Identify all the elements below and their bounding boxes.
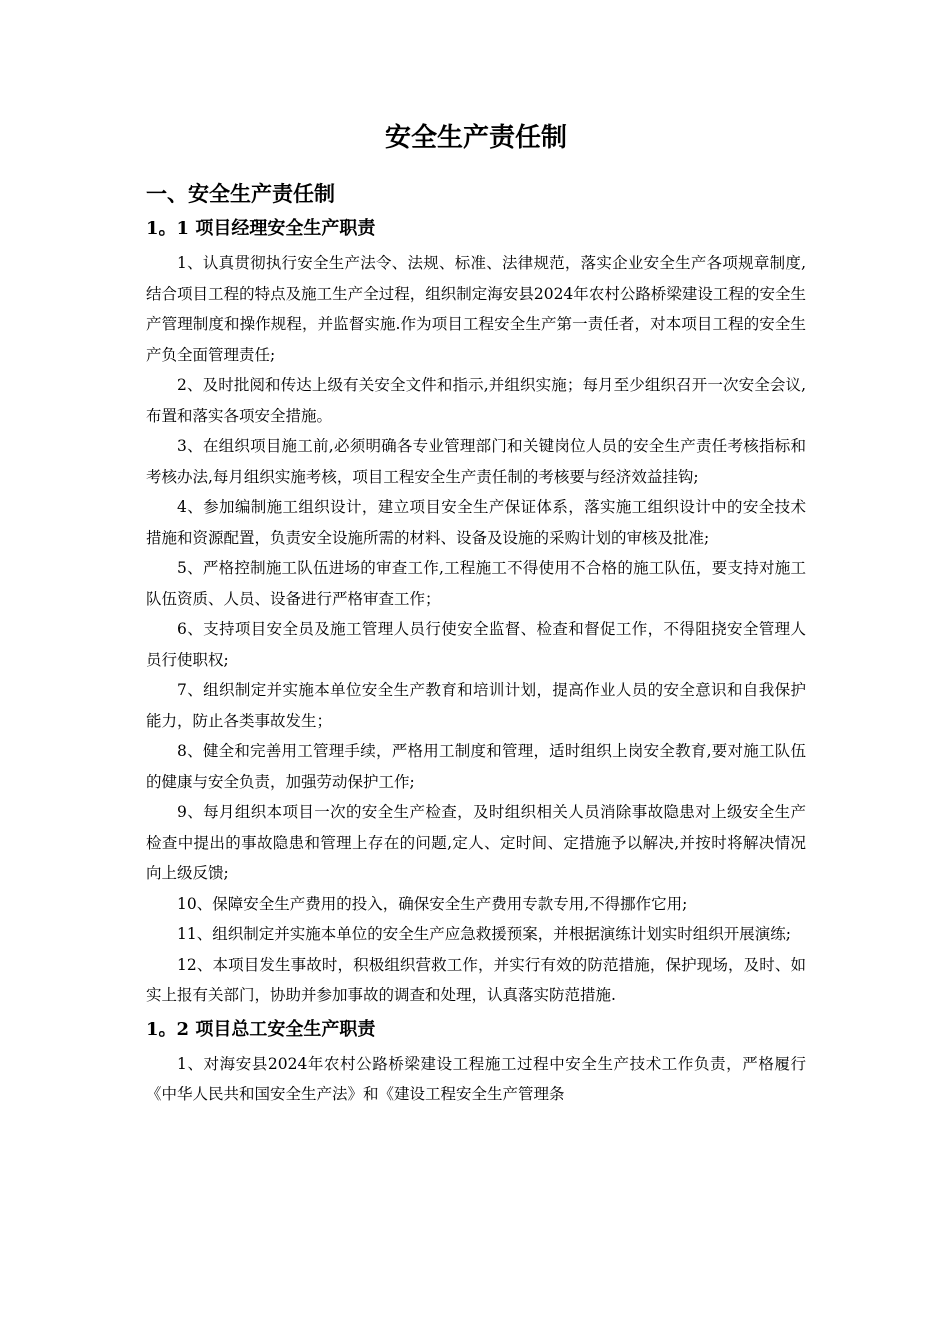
paragraph: 10、保障安全生产费用的投入，确保安全生产费用专款专用,不得挪作它用; xyxy=(177,894,688,913)
subsection-heading-1-2: 1。2 项目总工安全生产职责 xyxy=(146,1018,376,1040)
paragraph: 9、每月组织本项目一次的安全生产检查，及时组织相关人员消除事故隐患对上级安全生产检查中提出的事故隐患和管理上存在的问题,定人、定时间、定措施予以解决,并按时将解决情况向上级反馈; xyxy=(146,803,806,882)
paragraph: 11、组织制定并实施本单位的安全生产应急救援预案，并根据演练计划实时组织开展演练; xyxy=(177,925,791,943)
paragraph: 2、及时批阅和传达上级有关安全文件和指示,并组织实施；每月至少组织召开一次安全会议,布置和落实各项安全措施。 xyxy=(146,376,806,425)
document-page xyxy=(146,118,806,1110)
paragraph: 4、参加编制施工组织设计，建立项目安全生产保证体系，落实施工组织设计中的安全技术措施和资源配置，负责安全设施所需的材料、设备及设施的采购计划的审核及批准; xyxy=(146,498,806,547)
section-heading-1: 一、安全生产责任制 xyxy=(146,181,335,206)
paragraph: 12、本项目发生事故时，积极组织营救工作，并实行有效的防范措施，保护现场，及时、如实上报有关部门，协助并参加事故的调查和处理，认真落实防范措施. xyxy=(146,955,806,1004)
subsection-heading-1-1: 1。1 项目经理安全生产职责 xyxy=(146,218,376,239)
paragraph: 1、认真贯彻执行安全生产法令、法规、标准、法律规范，落实企业安全生产各项规章制度,结合项目工程的特点及施工生产全过程，组织制定海安县2024年农村公路桥梁建设工程的安全生产管理制度和操作规程，并监督实施.作为项目工程安全生产第一责任者，对本项目工程的安全生产负全面管理责任; xyxy=(146,254,806,364)
paragraph: 3、在组织项目施工前,必须明确各专业管理部门和关键岗位人员的安全生产责任考核指标和考核办法,每月组织实施考核，项目工程安全生产责任制的考核要与经济效益挂钩; xyxy=(146,437,806,486)
paragraph: 6、支持项目安全员及施工管理人员行使安全监督、检查和督促工作，不得阻挠安全管理人员行使职权; xyxy=(146,620,806,669)
paragraph: 8、健全和完善用工管理手续，严格用工制度和管理，适时组织上岗安全教育,要对施工队伍的健康与安全负责，加强劳动保护工作; xyxy=(146,742,806,791)
paragraph: 5、严格控制施工队伍进场的审查工作,工程施工不得使用不合格的施工队伍，要支持对施工队伍资质、人员、设备进行严格审查工作； xyxy=(146,559,806,608)
paragraph: 7、组织制定并实施本单位安全生产教育和培训计划，提高作业人员的安全意识和自我保护能力，防止各类事故发生； xyxy=(146,681,806,730)
paragraph: 1、对海安县2024年农村公路桥梁建设工程施工过程中安全生产技术工作负责，严格履行《中华人民共和国安全生产法》和《建设工程安全生产管理条 xyxy=(146,1054,806,1103)
document-title: 安全生产责任制 xyxy=(384,123,567,153)
